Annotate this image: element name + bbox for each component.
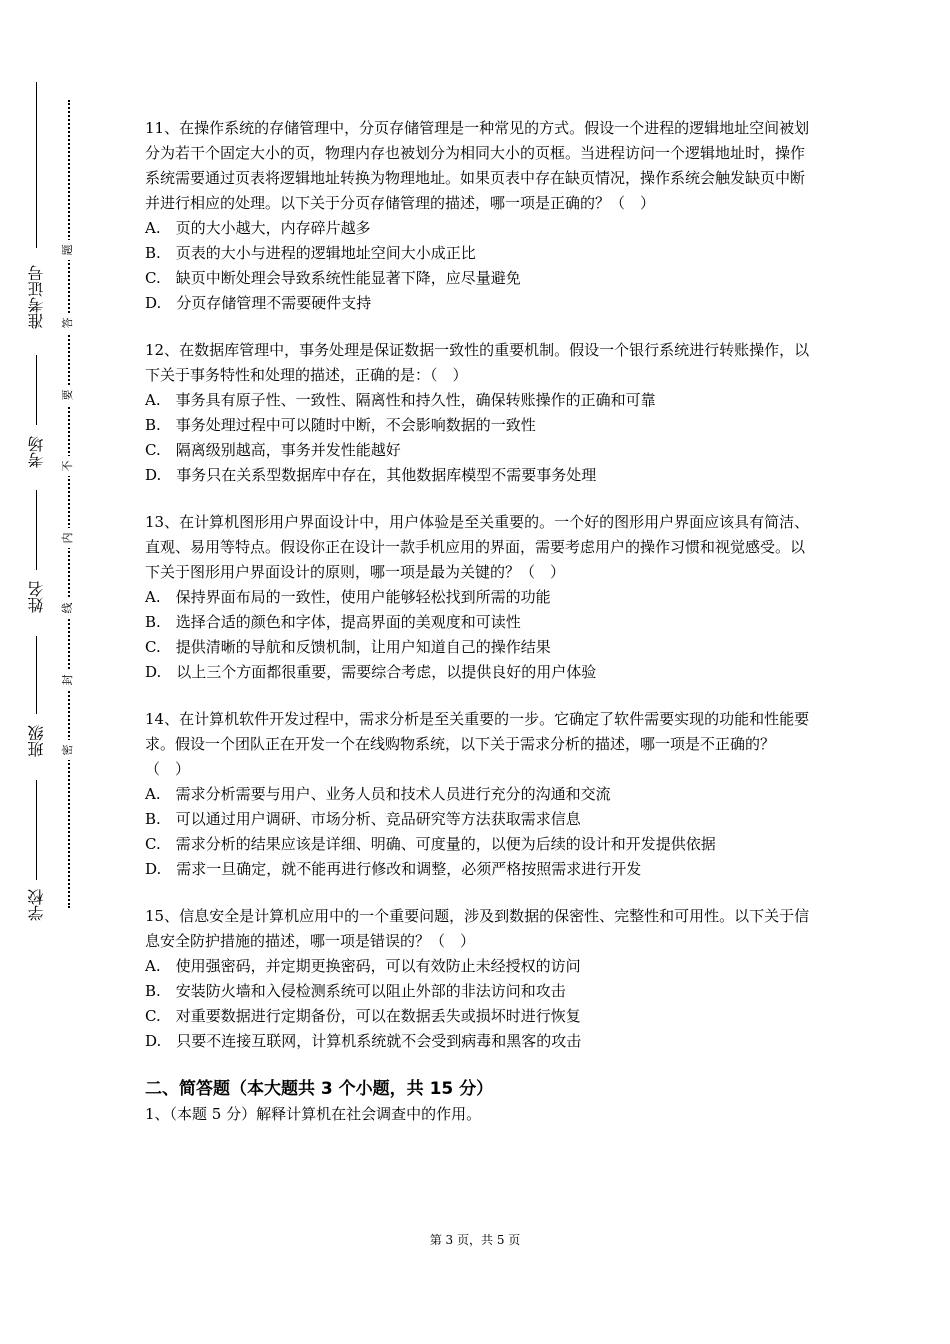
question-12 <box>145 338 810 488</box>
option-b: B. 选择合适的颜色和字体，提高界面的美观度和可读性 <box>145 613 521 631</box>
question-text: 14、在计算机软件开发过程中，需求分析是至关重要的一步。它确定了软件需要实现的功能和性能要求。假设一个团队正在开发一个在线购物系统，以下关于需求分析的描述，哪一项是不正确的？（ ） <box>145 710 810 778</box>
seal-char: 封 <box>58 670 78 690</box>
seal-char: 题 <box>58 240 78 260</box>
seal-char: 密 <box>58 740 78 760</box>
exam-number-field <box>22 82 52 342</box>
option-c: C. 对重要数据进行定期备份，可以在数据丢失或损坏时进行恢复 <box>145 1007 581 1025</box>
option-d: D. 事务只在关系型数据库中存在，其他数据库模型不需要事务处理 <box>145 466 597 484</box>
question-14 <box>145 707 810 882</box>
school-field <box>22 780 52 928</box>
question-text: 13、在计算机图形用户界面设计中，用户体验是至关重要的。一个好的图形用户界面应该具有简洁、直观、易用等特点。假设你正在设计一款手机应用的界面，需要考虑用户的操作习惯和视觉感受。以下关于图形用户界面设计的原则，哪一项是最为关键的？（ ） <box>145 513 810 581</box>
seal-char: 线 <box>58 598 78 618</box>
option-d: D. 以上三个方面都很重要，需要综合考虑，以提供良好的用户体验 <box>145 663 597 681</box>
question-text: 12、在数据库管理中，事务处理是保证数据一致性的重要机制。假设一个银行系统进行转账操作，以下关于事务特性和处理的描述，正确的是：（ ） <box>145 341 810 384</box>
binding-margin <box>0 0 95 1344</box>
option-d: D. 需求一旦确定，就不能再进行修改和调整，必须严格按照需求进行开发 <box>145 860 642 878</box>
option-a: A. 使用强密码，并定期更换密码，可以有效防止未经授权的访问 <box>145 957 581 975</box>
exam-room-label: 考场 <box>27 436 46 468</box>
option-b: B. 可以通过用户调研、市场分析、竞品研究等方法获取需求信息 <box>145 810 581 828</box>
option-c: C. 缺页中断处理会导致系统性能显著下降，应尽量避免 <box>145 269 521 287</box>
option-b: B. 页表的大小与进程的逻辑地址空间大小成正比 <box>145 244 476 262</box>
name-field <box>22 490 52 620</box>
question-13 <box>145 510 810 685</box>
option-c: C. 隔离级别越高，事务并发性能越好 <box>145 441 401 459</box>
question-15 <box>145 904 810 1054</box>
exam-number-label: 准考证号 <box>27 265 46 329</box>
question-11 <box>145 116 810 316</box>
section-title: 二、简答题（本大题共 3 个小题，共 15 分） <box>145 1079 494 1099</box>
seal-char: 答 <box>58 313 78 333</box>
option-c: C. 提供清晰的导航和反馈机制，让用户知道自己的操作结果 <box>145 638 551 656</box>
seal-char: 不 <box>58 456 78 476</box>
name-label: 姓名 <box>27 581 46 613</box>
seal-line <box>68 100 70 908</box>
option-a: A. 页的大小越大，内存碎片越多 <box>145 219 371 237</box>
option-b: B. 事务处理过程中可以随时中断，不会影响数据的一致性 <box>145 416 536 434</box>
class-field <box>22 636 52 764</box>
option-b: B. 安装防火墙和入侵检测系统可以阻止外部的非法访问和攻击 <box>145 982 566 1000</box>
option-d: D. 只要不连接互联网，计算机系统就不会受到病毒和黑客的攻击 <box>145 1032 582 1050</box>
option-c: C. 需求分析的结果应该是详细、明确、可度量的，以便为后续的设计和开发提供依据 <box>145 835 716 853</box>
exam-room-field <box>22 355 52 475</box>
option-d: D. 分页存储管理不需要硬件支持 <box>145 294 372 312</box>
question-text: 11、在操作系统的存储管理中，分页存储管理是一种常见的方式。假设一个进程的逻辑地址空间被划分为若干个固定大小的页，物理内存也被划分为相同大小的页框。当进程访问一个逻辑地址时，操作系统需要通过页表将逻辑地址转换为物理地址。如果页表中存在缺页情况，操作系统会触发缺页中断并进行相应的处理。以下关于分页存储管理的描述，哪一项是正确的？（ ） <box>145 119 810 212</box>
school-label: 学校 <box>27 889 46 921</box>
exam-content <box>145 116 810 1127</box>
option-a: A. 保持界面布局的一致性，使用户能够轻松找到所需的功能 <box>145 588 551 606</box>
seal-char: 要 <box>58 385 78 405</box>
class-label: 班级 <box>27 725 46 757</box>
short-answer-question-1: 1、（本题 5 分）解释计算机在社会调查中的作用。 <box>145 1105 482 1123</box>
option-a: A. 事务具有原子性、一致性、隔离性和持久性，确保转账操作的正确和可靠 <box>145 391 656 409</box>
question-text: 15、信息安全是计算机应用中的一个重要问题，涉及到数据的保密性、完整性和可用性。以下关于信息安全防护措施的描述，哪一项是错误的？（ ） <box>145 907 810 950</box>
seal-char: 内 <box>58 528 78 548</box>
page-footer: 第 3 页，共 5 页 <box>429 1233 521 1247</box>
option-a: A. 需求分析需要与用户、业务人员和技术人员进行充分的沟通和交流 <box>145 785 611 803</box>
